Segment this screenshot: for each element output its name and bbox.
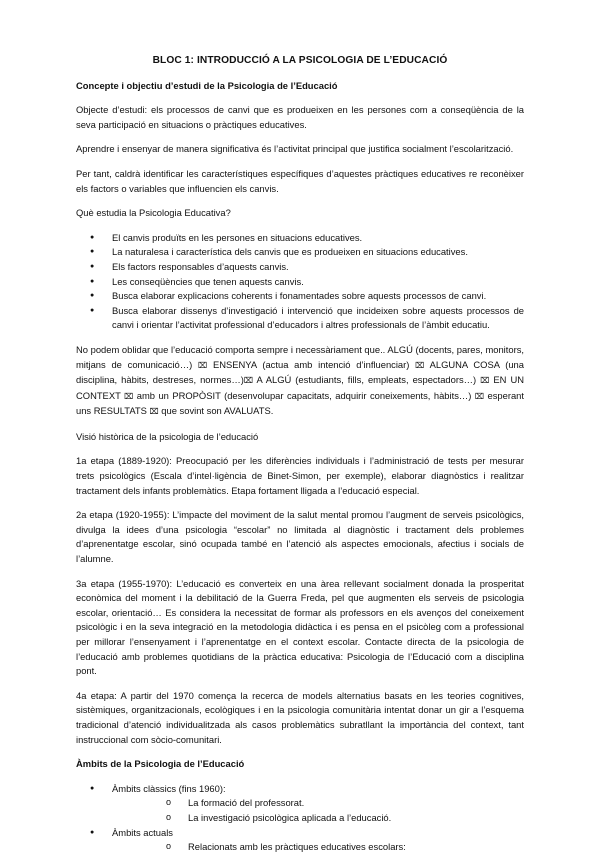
text-run: amb un PROPÒSIT (desenvolupar capacitats, adquirir coneixements, hàbits…) [133,389,475,401]
list-item: ● Les conseqüències que tenen aquests canvis. [76,275,524,290]
bullet-list-ambits [76,782,524,855]
text-run: No podem oblidar que l’educació comporta sempre i necessàriament que.. ALGÚ (docents, pares, monitors, mitjans de comunicació…) [76,343,524,370]
sub-list-item: o La investigació psicològica aplicada a l’educació. [112,811,524,826]
text-run: EN UN CONTEXT [76,374,524,401]
sub-list-item: o Relacionats amb les pràctiques educatives escolars: [112,840,524,855]
paragraph-no-podem-oblidar [76,343,524,420]
question-que-estudia: Què estudia la Psicologia Educativa? [76,207,231,219]
paragraph-per-tant: Per tant, caldrà identificar les característiques específiques d’aquestes pràctiques educatives re reconèixer els factors o variables que influencien els canvis. [76,167,524,194]
list-item: ● El canvis produïts en les persones en situacions educatives. [76,231,524,246]
paragraph-etapa-2: 2a etapa (1920-1955): L’impacte del moviment de la salut mental promou l’augment de serveis psicològics, divulga la idees d’una psicologia “escolar” no limitada al diagnòstic i tractament dels problemes d’aprenentatge escolar, sinó ocupada també en l’atenció als aspectes emocionals, afectius i socials de l’alumne. [76,509,524,565]
paragraph-aprendre: Aprendre i ensenyar de manera significativa és l’activitat principal que justifica socialment l’escolarització. [76,143,514,155]
sub-list-actuals [112,840,524,855]
list-item: ● Busca elaborar dissenys d’investigació i intervenció que incideixen sobre aquests processos de canvi i orientar l’activitat professional d’educadors i altres professionals de l’àmbit educatiu. [76,304,524,333]
list-item: ● La naturalesa i característica dels canvis que es produeixen en situacions educatives. [76,245,524,260]
list-item-ambits-actuals [76,826,524,855]
sub-list-classics [112,796,524,825]
paragraph-etapa-3: 3a etapa (1955-1970): L’educació es converteix en una àrea rellevant socialment donada la prosperitat econòmica del moment i la debilitació de la Guerra Freda, pel que augmenten els serveis de psicologia escolar, orientació… Es considera la necessitat de formar als professors en els avenços del coneixement psicològic i en la seva integració en la metodologia didàctica i es pensa en el psicòleg com a professional per millorar l’ensenyament i l’aprenentatge en el context escolar. Contacte directa de la psicologia de l’educació amb problemes quotidians de la pràctica educativa: Psicologia de l’Educació com a disciplina pont. [76,577,524,677]
page-title: BLOC 1: INTRODUCCIÓ A LA PSICOLOGIA DE L’EDUCACIÓ [152,55,448,66]
arrow-box-icon: ⌧ [149,407,159,417]
list-item-label: Àmbits clàssics (fins 1960): [112,782,226,794]
list-item: ● Els factors responsables d’aquests canvis. [76,260,524,275]
text-run: que sovint son AVALUATS. [158,405,274,417]
section-heading-visio-historica: Visió històrica de la psicologia de l’educació [76,430,259,442]
text-run: ENSENYA (actua amb intenció d’influenciar) [207,358,416,370]
text-run: ALGUNA COSA (una disciplina, hàbits, destreses, normes…) [76,358,524,386]
bullet-list-que-estudia [76,231,524,333]
section-heading-ambits: Àmbits de la Psicologia de l’Educació [76,758,245,770]
arrow-box-icon: ⌧ [198,360,208,370]
arrow-box-icon: ⌧ [474,391,485,401]
list-item-ambits-classics [76,782,524,826]
paragraph-objecte: Objecte d’estudi: els processos de canvi que es produeixen en les persones com a conseqüència de la seva participació en situacions o pràctiques educatives. [76,104,524,130]
section-heading-concepte: Concepte i objectiu d’estudi de la Psicologia de l’Educació [76,79,338,91]
arrow-box-icon: ⌧ [243,376,254,386]
sub-list-item: o La formació del professorat. [112,796,524,811]
list-item: ● Busca elaborar explicacions coherents i fonamentades sobre aquests processos de canvi. [76,289,524,304]
paragraph-etapa-4: 4a etapa: A partir del 1970 comença la recerca de models alternatius basats en les teories cognitives, sistèmiques, organitzacionals, ecològiques i en la psicologia comunitària intentat donar un gir a l’esquema tradicional d’atenció individualitzada als casos problemàtics subratllant la importància del context, tant instruccional com sòcio-comunitari. [76,689,524,745]
text-run: esperant uns RESULTATS [76,389,525,417]
arrow-box-icon: ⌧ [480,376,490,386]
text-run: A ALGÚ (estudiants, fills, empleats, espectadors…) [253,374,481,386]
paragraph-etapa-1: 1a etapa (1889-1920): Preocupació per les diferències individuals i l’administració de tests per mesurar trets psicològics (Escala d’intel·ligència de Binet-Simon, per exemple), elaborar diagnòstics i realitzar tractament dels infants problemàtics. Etapa fortament lligada a l’educació especial. [76,455,524,496]
list-item-label: Àmbits actuals [112,826,173,838]
arrow-box-icon: ⌧ [415,360,425,370]
arrow-box-icon: ⌧ [124,391,134,401]
